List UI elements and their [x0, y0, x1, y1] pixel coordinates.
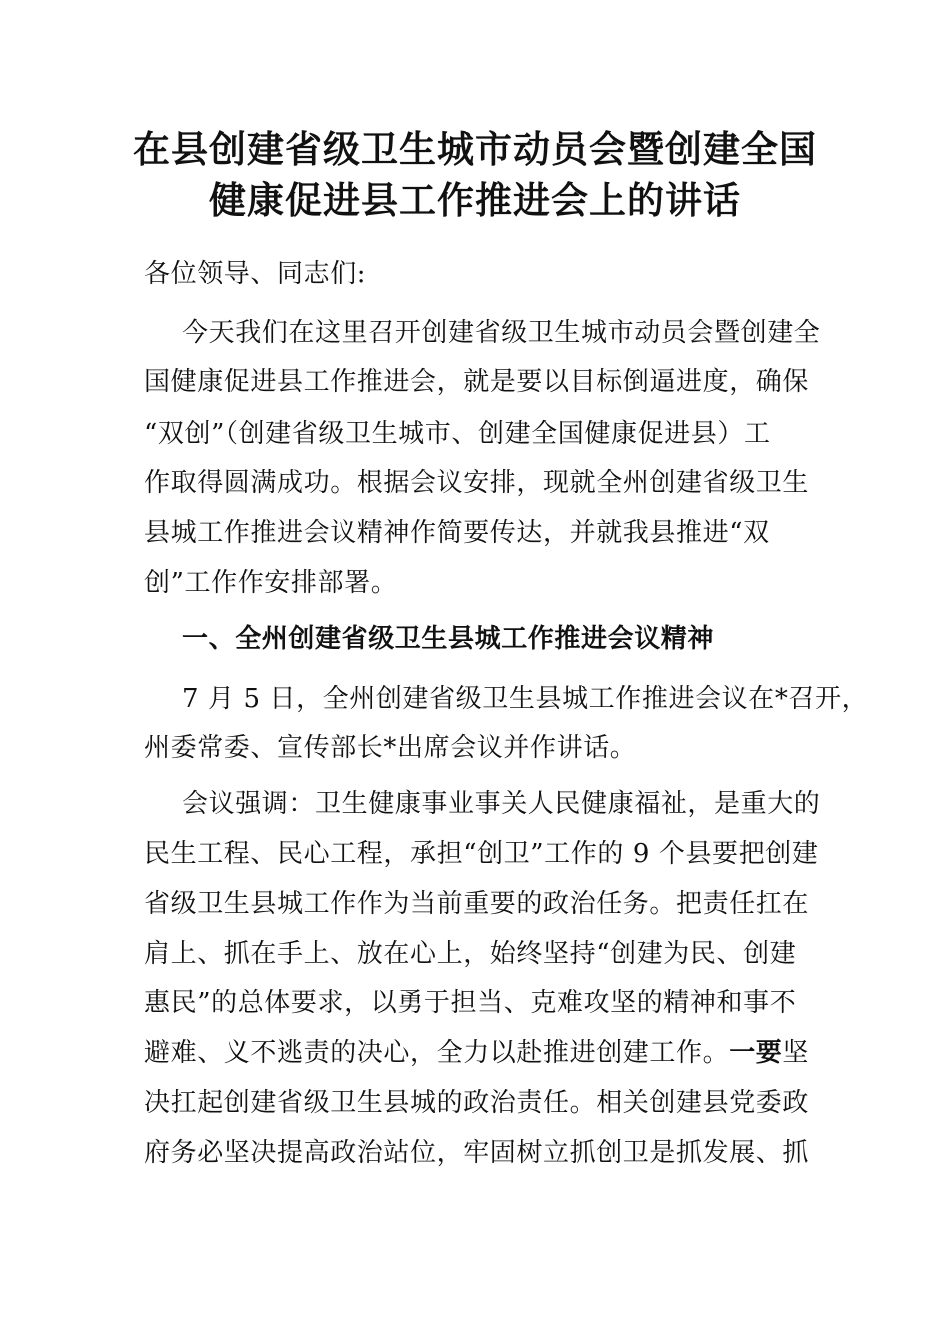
paragraph-line: 府务必坚决提高政治站位，牢固树立抓创卫是抓发展、抓 [144, 1138, 810, 1168]
paragraph-line: 创”工作作安排部署。 [144, 568, 398, 598]
paragraph-line: 惠民”的总体要求，以勇于担当、克难攻坚的精神和事不 [144, 988, 797, 1018]
document-title-line-1: 在县创建省级卫生城市动员会暨创建全国 [133, 127, 817, 171]
paragraph-line: 7 月 5 日，全州创建省级卫生县城工作推进会议在*召开， [182, 684, 869, 714]
paragraph-line: “双创”（创建省级卫生城市、创建全国健康促进县）工 [144, 419, 771, 449]
salutation: 各位领导、同志们: [144, 259, 367, 289]
paragraph-line: 会议强调：卫生健康事业事关人民健康福祉，是重大的 [182, 789, 821, 819]
paragraph-line: 州委常委、宣传部长*出席会议并作讲话。 [144, 733, 637, 763]
paragraph-text: 避难、义不逃责的决心，全力以赴推进创建工作。 [144, 1038, 730, 1068]
paragraph-line: 决扛起创建省级卫生县城的政治责任。相关创建县党委政 [144, 1088, 810, 1118]
paragraph-line-with-emphasis [144, 1038, 809, 1068]
paragraph-line: 今天我们在这里召开创建省级卫生城市动员会暨创建全 [182, 318, 821, 348]
paragraph-line: 作取得圆满成功。根据会议安排，现就全州创建省级卫生 [144, 468, 810, 498]
paragraph-line: 县城工作推进会议精神作简要传达，并就我县推进“双 [144, 518, 770, 548]
section-heading: 一、全州创建省级卫生县城工作推进会议精神 [182, 624, 715, 654]
document-title-line-2: 健康促进县工作推进会上的讲话 [209, 178, 741, 222]
paragraph-line: 肩上、抓在手上、放在心上，始终坚持“创建为民、创建 [144, 939, 797, 969]
paragraph-line: 民生工程、民心工程，承担“创卫”工作的 9 个县要把创建 [144, 839, 819, 869]
paragraph-line: 省级卫生县城工作作为当前重要的政治任务。把责任扛在 [144, 889, 810, 919]
emphasis-text: 一要 [729, 1038, 783, 1068]
paragraph-line: 国健康促进县工作推进会，就是要以目标倒逼进度，确保 [144, 367, 810, 397]
paragraph-text: 坚 [782, 1038, 810, 1068]
